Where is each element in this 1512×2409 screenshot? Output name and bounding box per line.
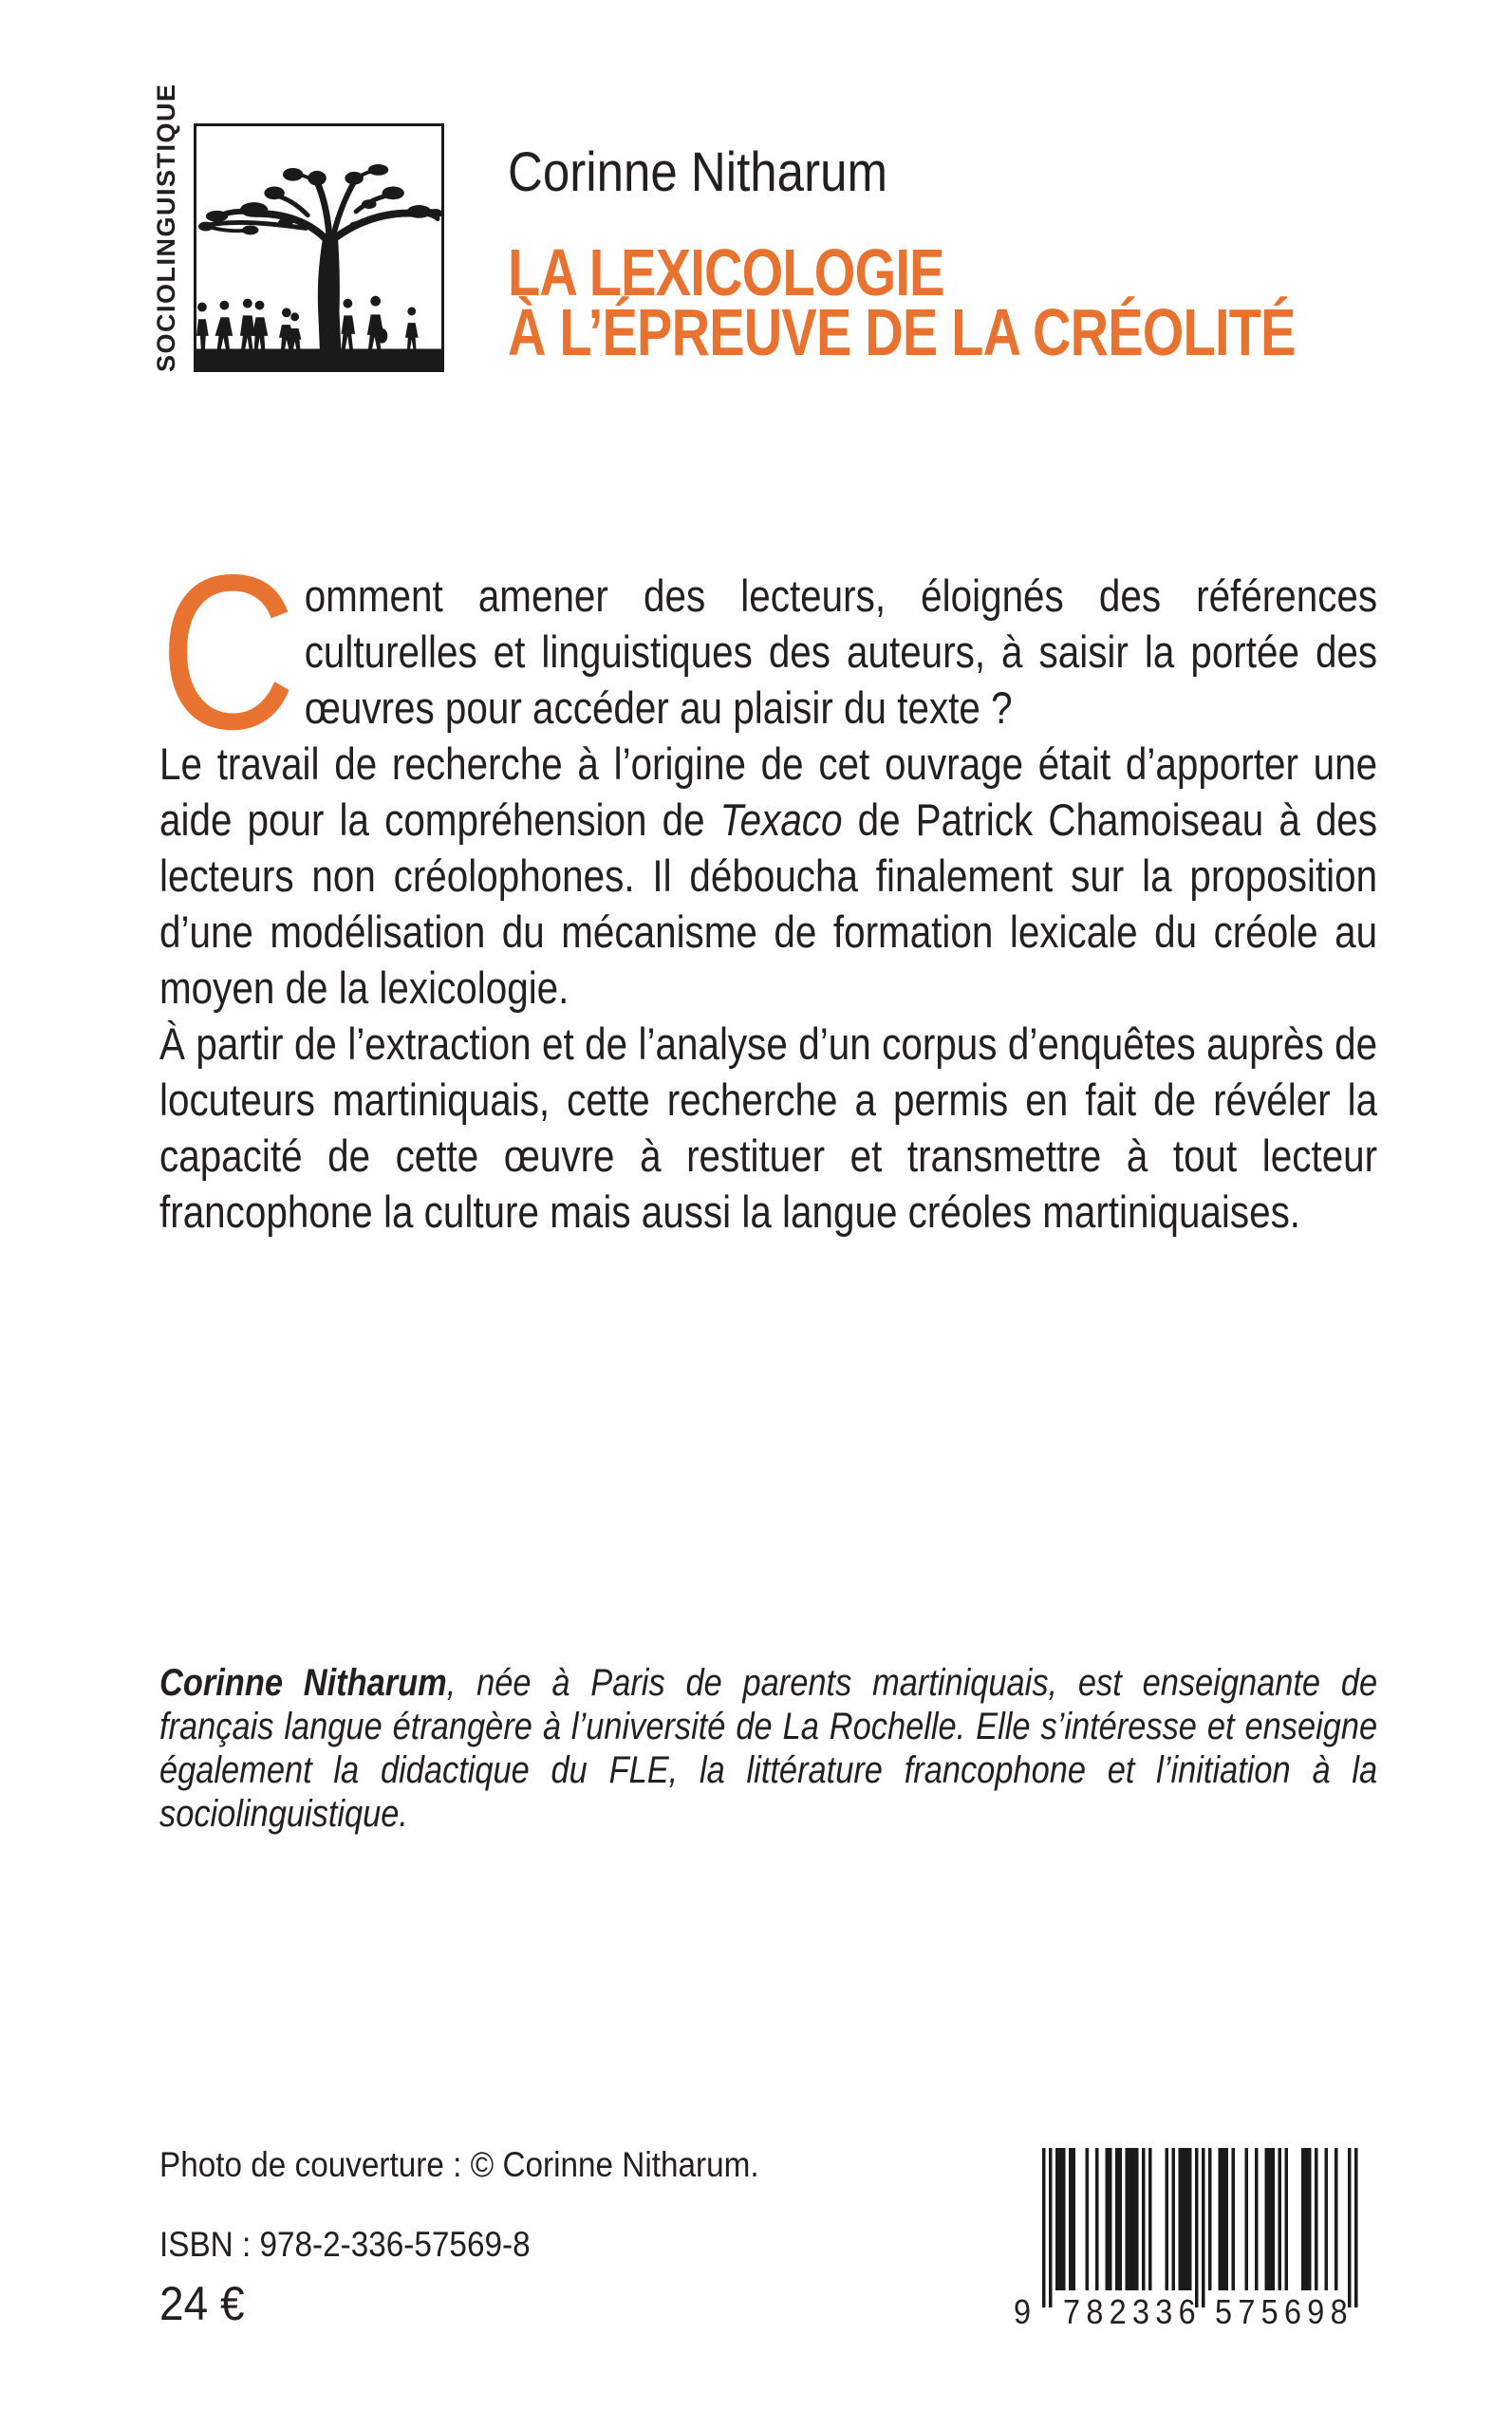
tree-people-icon bbox=[196, 126, 441, 369]
collection-logo bbox=[194, 123, 444, 372]
barcode-digit-first: 9 bbox=[1014, 2292, 1032, 2331]
ean13-barcode bbox=[1014, 2148, 1358, 2331]
author-name: Corinne Nitharum bbox=[508, 141, 887, 203]
book-title-line2: À L’ÉPREUVE DE LA CRÉOLITÉ bbox=[508, 295, 1296, 369]
book-reference-italic: Texaco bbox=[719, 794, 843, 845]
photo-credit: Photo de couverture : © Corinne Nitharum. bbox=[159, 2145, 759, 2184]
book-title-line1: LA LEXICOLOGIE bbox=[508, 235, 944, 309]
price: 24 € bbox=[159, 2277, 245, 2330]
barcode-digits-left: 782336 bbox=[1063, 2292, 1202, 2331]
bio-author-name: Corinne Nitharum bbox=[159, 1662, 447, 1704]
walking-figures bbox=[196, 296, 419, 351]
barcode-digits-right: 575698 bbox=[1215, 2292, 1353, 2331]
synopsis bbox=[159, 530, 1378, 1240]
synopsis-paragraph-1: Comment amener des lecteurs, éloignés des références culturelles et linguistiques des auteurs, à saisir la portée des œuvres pour accéder au plaisir du texte ? bbox=[159, 530, 1378, 775]
author-bio: Corinne Nitharum, née à Paris de parents martiniquais, est enseignante de français langue étrangère à l’université de La Rochelle. Elle s’intéresse et enseigne également la didactique du FLE, la littérature francophone et l’initiation à la sociolinguistique. bbox=[159, 1662, 1378, 1835]
collection-label-text: SOCIOLINGUISTIQUE bbox=[152, 83, 180, 372]
isbn-line: ISBN : 978-2-336-57569-8 bbox=[159, 2225, 531, 2264]
synopsis-paragraph-3: À partir de l’extraction et de l’analyse d’un corpus d’enquêtes auprès de locuteurs martiniquais, cette recherche a permis en fait de révéler la capacité de cette œuvre à restituer et transmettre à tout lecteur francophone la culture mais aussi la langue créoles martiniquaises. bbox=[159, 1018, 1378, 1237]
collection-label bbox=[152, 83, 188, 372]
barcode-bars bbox=[1042, 2148, 1358, 2309]
synopsis-paragraph-2: Le travail de recherche à l’origine de cet ouvrage était d’apporter une aide pour la compréhension de Texaco de Patrick Chamoiseau à des lecteurs non créolophones. Il déboucha finalement sur la proposition d’une modélisation du mécanisme de formation lexicale du créole au moyen de la lexicologie. bbox=[159, 738, 1378, 1013]
book-title bbox=[508, 235, 1457, 369]
drop-cap: C bbox=[159, 530, 297, 775]
